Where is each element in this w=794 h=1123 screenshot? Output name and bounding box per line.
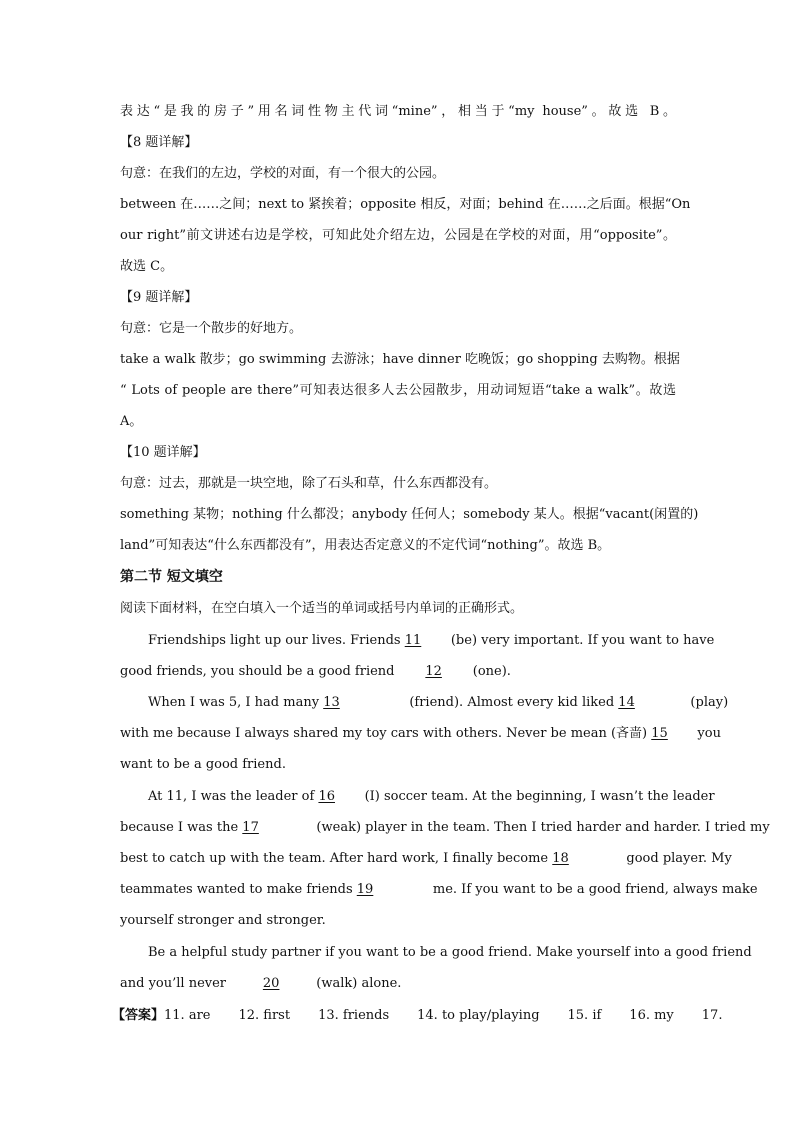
section-title: 第二节 短文填空 [120,569,223,585]
q9-explanation-line: take a walk 散步；go swimming 去游泳；have dinner 吃晚饭；go shopping 去购物。根据 [120,352,680,367]
passage-line [120,663,676,681]
passage-line: want to be a good friend. [120,757,286,772]
passage-text: with me because I always shared my toy cars with others. Never be mean (吝啬) [120,726,652,741]
answer-item: 16. my [629,1008,674,1023]
passage-text: (play) [686,695,729,710]
passage-text: you [693,726,721,741]
answer-item: 13. friends [318,1008,390,1023]
passage-text: good player. My [622,851,732,866]
blank-16: 16 [318,789,335,804]
passage-line [120,881,758,899]
q10-explanation-line: land”可知表达“什么东西都没有”，用表达否定意义的不定代词“nothing”。故选 B。 [120,538,611,553]
passage-line [148,694,729,712]
q10-explanation-line: something 某物；nothing 什么都没；anybody 任何人；somebody 某人。根据“vacant(闲置的) [120,507,699,522]
heading-q10: 【10 题详解】 [120,445,206,460]
text-line: 表达“是我的房子”用名词性物主代词“mine”，相当于“my house”。故选 B。 [120,104,676,119]
q9-answer-line: A。 [120,414,143,429]
passage-text: When I was 5, I had many [148,695,324,710]
blank-13: 13 [323,695,340,710]
blank-19: 19 [356,882,374,897]
passage-text: (be) very important. If you want to have [446,633,715,648]
passage-line: Be a helpful study partner if you want to be a good friend. Make yourself into a good friend [148,945,752,960]
passage-text: good friends, you should be a good friend [120,664,399,679]
passage-text: At 11, I was the leader of [148,789,319,804]
answer-item: 17. [701,1008,723,1023]
q9-explanation-line: “ Lots of people are there”可知表达很多人去公园散步，用动词短语“take a walk”。故选 [120,383,676,398]
heading-q8: 【8 题详解】 [120,135,198,150]
section-instruction: 阅读下面材料，在空白填入一个适当的单词或括号内单词的正确形式。 [120,601,524,616]
passage-text: (weak) player in the team. Then I tried harder and harder. I tried my [312,820,770,835]
answer-label: 【答案】 [112,1008,165,1023]
passage-text: because I was the [120,820,243,835]
heading-q9: 【9 题详解】 [120,290,198,305]
q8-explanation-line: our right”前文讲述右边是学校，可知此处介绍左边，公园是在学校的对面，用“opposite”。 [120,228,676,243]
passage-text: (friend). Almost every kid liked [405,695,619,710]
passage-line [120,850,732,868]
passage-text: (walk) alone. [312,976,402,991]
answer-item: 11. are [164,1008,211,1023]
passage-line [120,725,721,743]
passage-line [120,819,770,837]
passage-line [120,975,676,993]
passage-line: yourself stronger and stronger. [120,913,326,928]
blank-15: 15 [651,726,668,741]
passage-text: Friendships light up our lives. Friends [148,633,405,648]
answer-item: 12. first [238,1008,291,1023]
passage-text: (one). [468,664,511,679]
passage-text: and you’ll never [120,976,231,991]
blank-18: 18 [552,851,569,866]
blank-12: 12 [425,664,442,679]
blank-20: 20 [262,976,280,991]
blank-14: 14 [618,695,635,710]
passage-line [148,788,715,806]
answer-item: 14. to play/playing [417,1008,540,1023]
q8-answer-line: 故选 C。 [120,259,174,274]
blank-17: 17 [242,820,259,835]
q10-meaning: 句意：过去，那就是一块空地，除了石头和草，什么东西都没有。 [120,476,498,491]
answer-line [112,1007,723,1025]
blank-11: 11 [404,633,422,648]
q8-explanation-line: between 在……之间；next to 紧挨着；opposite 相反，对面；behind 在……之后面。根据“On [120,197,691,212]
passage-line [148,632,715,650]
passage-text: (I) soccer team. At the beginning, I wasn’t the leader [360,789,715,804]
q8-meaning: 句意：在我们的左边，学校的对面，有一个很大的公园。 [120,166,446,181]
q9-meaning: 句意：它是一个散步的好地方。 [120,321,303,336]
answer-item: 15. if [567,1008,602,1023]
passage-text: me. If you want to be a good friend, always make [428,882,758,897]
passage-text: best to catch up with the team. After hard work, I finally become [120,851,553,866]
passage-text: teammates wanted to make friends [120,882,357,897]
